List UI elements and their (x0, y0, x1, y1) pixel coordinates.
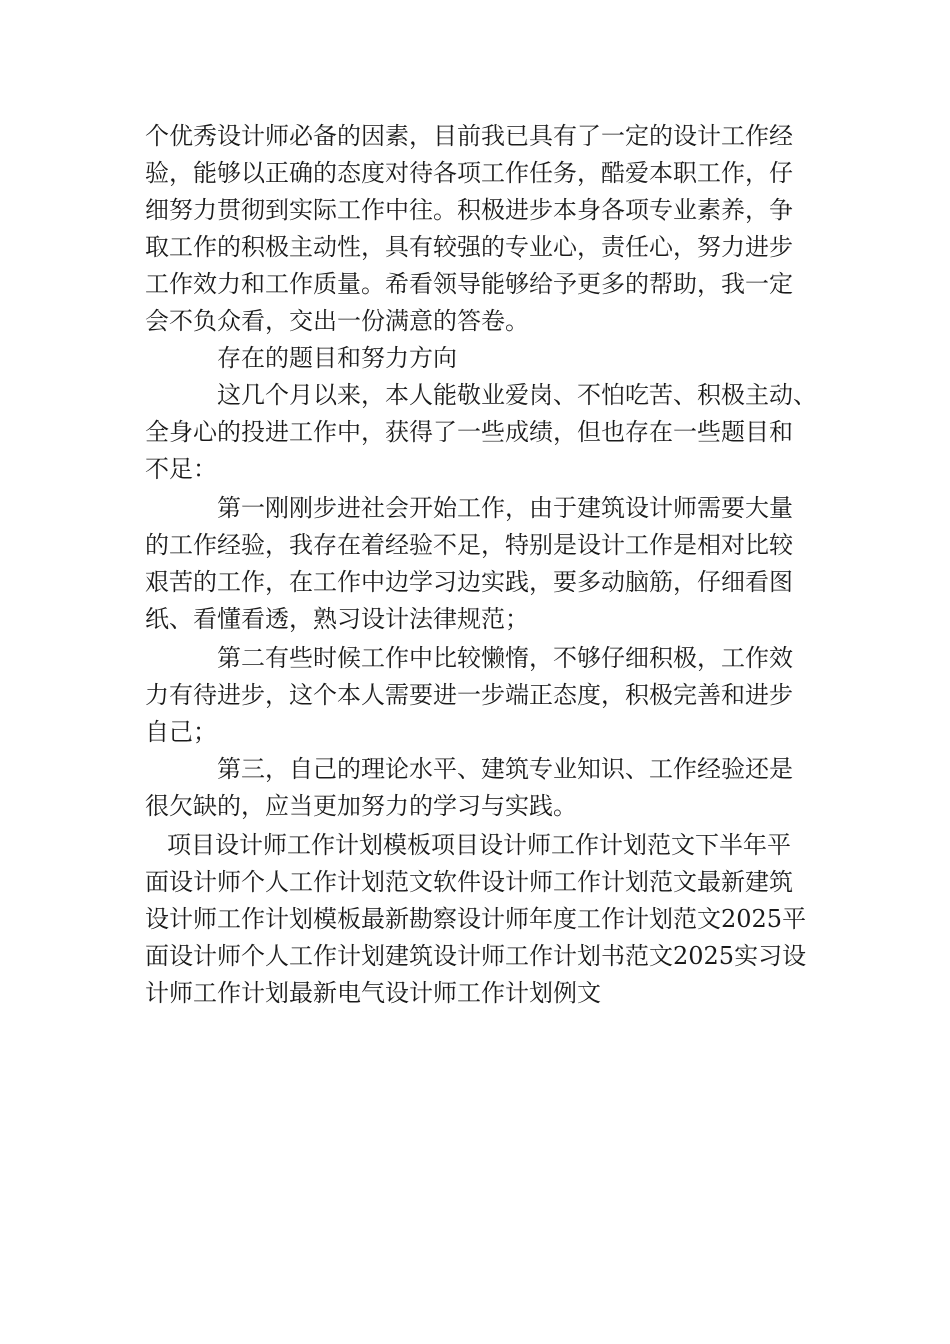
related-links-line: 项目设计师工作计划模板项目设计师工作计划范文下半年平 (167, 831, 791, 859)
body-text-line: 会不负众看，交出一份满意的答卷。 (145, 307, 529, 335)
body-text-line: 很欠缺的，应当更加努力的学习与实践。 (145, 792, 577, 820)
body-text-line: 力有待进步，这个本人需要进一步端正态度，积极完善和进步 (145, 681, 793, 709)
body-text-line: 不足： (145, 455, 217, 483)
related-links-line: 计师工作计划最新电气设计师工作计划例文 (145, 979, 601, 1007)
body-text-line: 取工作的积极主动性，具有较强的专业心，责任心，努力进步 (145, 233, 793, 261)
related-links-line: 面设计师个人工作计划建筑设计师工作计划书范文2025实习设 (145, 942, 807, 970)
body-text-line: 全身心的投进工作中，获得了一些成绩，但也存在一些题目和 (145, 418, 793, 446)
body-text-line: 纸、看懂看透，熟习设计法律规范； (145, 605, 529, 633)
body-text-line: 艰苦的工作，在工作中边学习边实践，要多动脑筋，仔细看图 (145, 568, 793, 596)
body-text-line: 的工作经验，我存在着经验不足，特别是设计工作是相对比较 (145, 531, 793, 559)
body-text-line: 第一刚刚步进社会开始工作，由于建筑设计师需要大量 (217, 494, 793, 522)
body-text-line: 这几个月以来，本人能敬业爱岗、不怕吃苦、积极主动、 (217, 381, 817, 409)
body-text-line: 第三，自己的理论水平、建筑专业知识、工作经验还是 (217, 755, 793, 783)
section-heading: 存在的题目和努力方向 (217, 344, 457, 372)
body-text-line: 工作效力和工作质量。希看领导能够给予更多的帮助，我一定 (145, 270, 793, 298)
body-text-line: 细努力贯彻到实际工作中往。积极进步本身各项专业素养，争 (145, 196, 793, 224)
related-links-line: 设计师工作计划模板最新勘察设计师年度工作计划范文2025平 (145, 905, 807, 933)
related-links-line: 面设计师个人工作计划范文软件设计师工作计划范文最新建筑 (145, 868, 793, 896)
body-text-line: 验，能够以正确的态度对待各项工作任务，酷爱本职工作，仔 (145, 159, 793, 187)
body-text-line: 第二有些时候工作中比较懒惰，不够仔细积极，工作效 (217, 644, 793, 672)
body-text-line: 个优秀设计师必备的因素，目前我已具有了一定的设计工作经 (145, 122, 793, 150)
body-text-line: 自己； (145, 718, 217, 746)
